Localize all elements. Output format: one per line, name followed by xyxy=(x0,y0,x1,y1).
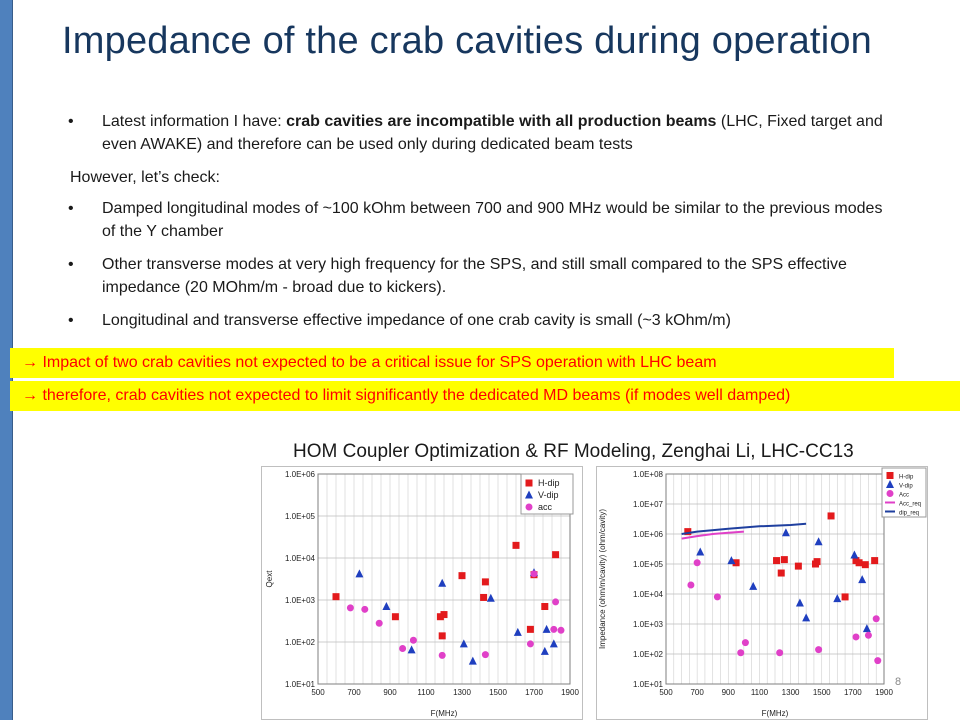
bullet-item-longitudinal xyxy=(60,197,900,243)
data-point xyxy=(842,593,849,600)
x-tick-label: 1500 xyxy=(812,688,831,697)
legend-label: H-dip xyxy=(538,478,560,488)
x-tick-label: 1900 xyxy=(561,688,579,697)
data-point xyxy=(778,570,785,577)
legend-label: dip_req xyxy=(899,510,920,517)
callout-impact: → Impact of two crab cavities not expected to be a critical issue for SPS operation with LHC beam xyxy=(10,348,894,378)
data-point xyxy=(776,649,783,656)
data-point xyxy=(865,632,872,639)
data-point xyxy=(480,594,487,601)
legend-label: V-dip xyxy=(538,490,559,500)
y-tick-label: 1.0E+06 xyxy=(632,530,663,539)
data-point xyxy=(552,598,559,605)
x-tick-label: 1100 xyxy=(750,688,769,697)
data-point xyxy=(361,606,368,613)
data-point xyxy=(459,572,466,579)
bullet-dot-icon: • xyxy=(68,312,74,329)
data-point xyxy=(439,652,446,659)
y-tick-label: 1.0E+03 xyxy=(632,620,663,629)
data-point xyxy=(541,603,548,610)
data-point xyxy=(828,512,835,519)
data-point xyxy=(773,557,780,564)
data-point xyxy=(441,611,448,618)
slide-title: Impedance of the crab cavities during operation xyxy=(62,20,872,62)
data-point xyxy=(333,593,340,600)
data-point xyxy=(737,649,744,656)
x-tick-label: 1300 xyxy=(781,688,800,697)
y-tick-label: 1.0E+02 xyxy=(284,638,315,647)
legend-label: Acc xyxy=(899,492,910,499)
data-point xyxy=(527,640,534,647)
y-axis-label: Impedance (ohm/m/cavity) (ohm/cavity) xyxy=(598,508,607,650)
data-point xyxy=(439,632,446,639)
data-point xyxy=(862,561,869,568)
y-tick-label: 1.0E+05 xyxy=(284,512,315,521)
data-point xyxy=(856,559,863,566)
x-tick-label: 1500 xyxy=(489,688,507,697)
data-point xyxy=(399,645,406,652)
data-point xyxy=(552,551,559,558)
data-point xyxy=(558,627,565,634)
data-point xyxy=(513,542,520,549)
y-tick-label: 1.0E+06 xyxy=(284,470,315,479)
legend-label: Acc_req xyxy=(899,501,922,508)
legend-marker xyxy=(526,480,533,487)
data-point xyxy=(795,563,802,570)
chart-impedance xyxy=(596,466,928,720)
data-point xyxy=(376,620,383,627)
legend-marker xyxy=(526,504,533,511)
page-number: 8 xyxy=(895,676,902,688)
data-point xyxy=(874,657,881,664)
data-point xyxy=(410,637,417,644)
data-point xyxy=(814,558,821,565)
figure-caption: HOM Coupler Optimization & RF Modeling, Zenghai Li, LHC-CC13 xyxy=(293,441,854,462)
bullet-4-text: Longitudinal and transverse effective impedance of one crab cavity is small (~3 kOhm/m) xyxy=(102,312,731,329)
legend-label: V-dip xyxy=(899,483,913,490)
x-tick-label: 900 xyxy=(721,688,735,697)
y-axis-label: Qext xyxy=(265,570,274,588)
x-tick-label: 1700 xyxy=(843,688,862,697)
x-tick-label: 500 xyxy=(659,688,673,697)
data-point xyxy=(482,651,489,658)
y-tick-label: 1.0E+08 xyxy=(632,470,663,479)
y-tick-label: 1.0E+05 xyxy=(632,560,663,569)
however-line: However, let’s check: xyxy=(70,169,220,186)
bullet-dot-icon: • xyxy=(68,113,74,130)
bullet-dot-icon: • xyxy=(68,200,74,217)
x-tick-label: 1900 xyxy=(875,688,893,697)
bullet-item-crab-incompatible xyxy=(60,110,900,156)
callout-md-beams: → therefore, crab cavities not expected to limit significantly the dedicated MD beams (if modes well damped) xyxy=(10,381,960,411)
data-point xyxy=(742,639,749,646)
y-tick-label: 1.0E+01 xyxy=(632,680,663,689)
data-point xyxy=(392,613,399,620)
y-tick-label: 1.0E+02 xyxy=(632,650,663,659)
bullet-list xyxy=(60,110,900,342)
y-tick-label: 1.0E+04 xyxy=(284,554,315,563)
y-tick-label: 1.0E+04 xyxy=(632,590,663,599)
data-point xyxy=(714,593,721,600)
x-tick-label: 1700 xyxy=(525,688,543,697)
y-tick-label: 1.0E+07 xyxy=(632,500,663,509)
bullet-2-text: Damped longitudinal modes of ~100 kOhm between 700 and 900 MHz would be similar to the previous modes of the Y chamber xyxy=(102,200,883,240)
bullet-3-text: Other transverse modes at very high frequency for the SPS, and still small compared to the SPS effective impedance (20 MOhm/m - broad due to kickers). xyxy=(102,256,847,296)
legend-label: H-dip xyxy=(899,474,914,481)
bullet-item-transverse xyxy=(60,253,900,299)
x-tick-label: 700 xyxy=(347,688,361,697)
data-point xyxy=(550,626,557,633)
data-point xyxy=(873,615,880,622)
bullet-1-intro: Latest information I have: xyxy=(102,113,287,130)
bullet-1-emphasis: crab cavities are incompatible with all production beams xyxy=(286,113,717,130)
x-tick-label: 700 xyxy=(690,688,704,697)
data-point xyxy=(781,556,788,563)
data-point xyxy=(482,578,489,585)
bullet-1-rest: (LHC, Fixed target and even AWAKE) and therefore can be used only during dedicated beam tests xyxy=(102,113,883,153)
data-point xyxy=(527,626,534,633)
legend-label: acc xyxy=(538,502,553,512)
x-tick-label: 500 xyxy=(311,688,325,697)
legend-marker xyxy=(887,490,894,497)
chart-qext xyxy=(261,466,583,720)
data-point xyxy=(694,559,701,566)
data-point xyxy=(871,557,878,564)
data-point xyxy=(531,570,538,577)
y-tick-label: 1.0E+01 xyxy=(284,680,315,689)
y-tick-label: 1.0E+03 xyxy=(284,596,315,605)
x-axis-label: F(MHz) xyxy=(430,709,458,718)
x-tick-label: 1100 xyxy=(417,688,435,697)
data-point xyxy=(347,604,354,611)
bullet-dot-icon: • xyxy=(68,256,74,273)
data-point xyxy=(852,633,859,640)
bullet-item-effective-impedance xyxy=(60,309,900,332)
x-tick-label: 1300 xyxy=(453,688,471,697)
x-axis-label: F(MHz) xyxy=(761,709,789,718)
data-point xyxy=(815,646,822,653)
data-point xyxy=(687,581,694,588)
x-tick-label: 900 xyxy=(383,688,397,697)
legend-marker xyxy=(887,472,894,479)
